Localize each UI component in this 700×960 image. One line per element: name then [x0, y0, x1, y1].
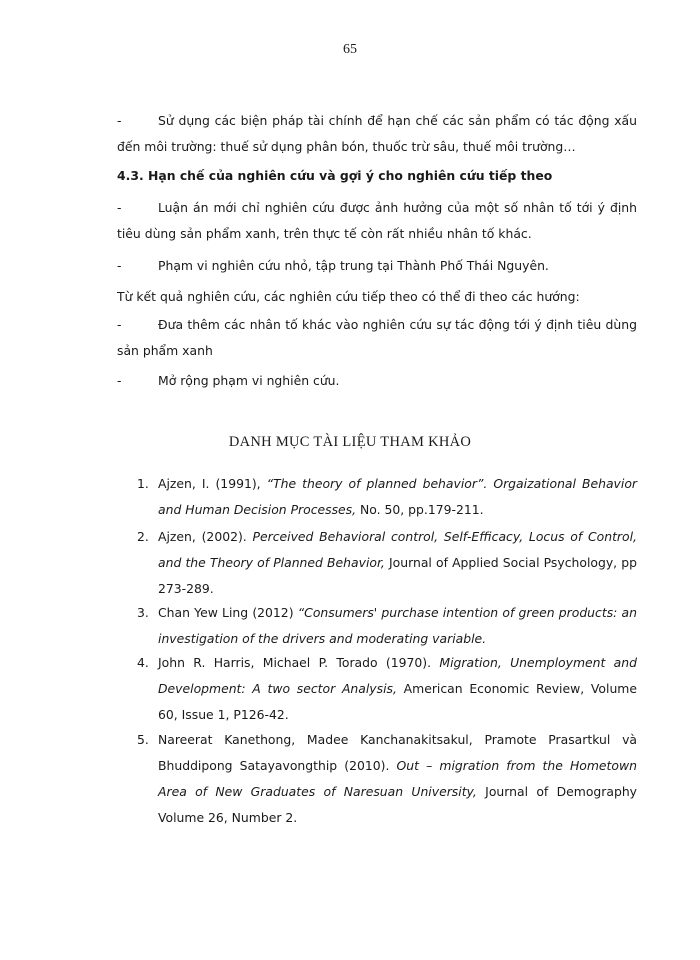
reference-number: 5. [137, 732, 149, 747]
reference-title-italic: Migration, Unemployment and Development: A two sector Analysis, [158, 655, 637, 696]
reference-number: 4. [137, 655, 149, 670]
reference-body [158, 650, 637, 728]
bullet-dash: - [117, 258, 122, 273]
reference-item [137, 727, 637, 831]
reference-item [137, 600, 637, 652]
section-heading: 4.3. Hạn chế của nghiên cứu và gợi ý cho nghiên cứu tiếp theo [117, 168, 553, 183]
reference-body [158, 524, 637, 602]
reference-title-italic: “Consumers' purchase intention of green products: an investigation of the drivers and moderating variable. [158, 605, 637, 646]
bullet-dash: - [117, 113, 122, 128]
reference-text: Ajzen, (2002). [158, 529, 253, 544]
reference-text: No. 50, pp.179-211. [356, 502, 484, 517]
reference-title-italic: Perceived Behavioral control, Self-Efficacy, Locus of Control, and the Theory of Planned Behavior, [158, 529, 637, 570]
bullet-dash: - [117, 317, 122, 332]
bullet-limitation-scope [117, 253, 637, 279]
bullet-text: Luận án mới chỉ nghiên cứu được ảnh hưởng của một số nhân tố tới ý định tiêu dùng sản phẩm xanh, trên thực tế còn rất nhiều nhân tố khác. [117, 200, 637, 241]
bullet-text: Đưa thêm các nhân tố khác vào nghiên cứu sự tác động tới ý định tiêu dùng sản phẩm xanh [117, 317, 637, 358]
references-title: DANH MỤC TÀI LIỆU THAM KHẢO [228, 434, 472, 450]
reference-body [158, 600, 637, 652]
reference-text: Ajzen, I. (1991), [158, 476, 267, 491]
reference-title-italic: “The theory of planned behavior”. Orgaizational Behavior and Human Decision Processes, [158, 476, 637, 517]
reference-text: Journal of Demography Volume 26, Number 2. [158, 784, 637, 825]
page-number: 65 [343, 42, 357, 57]
reference-text: Journal of Applied Social Psychology, pp 273-289. [158, 555, 637, 596]
bullet-future-scope [117, 368, 637, 394]
bullet-text: Sử dụng các biện pháp tài chính để hạn chế các sản phẩm có tác động xấu đến môi trường: thuế sử dụng phân bón, thuốc trừ sâu, thuế môi trường… [117, 113, 637, 154]
reference-text: American Economic Review, Volume 60, Issue 1, P126-42. [158, 681, 637, 722]
bullet-dash: - [117, 373, 122, 388]
reference-number: 1. [137, 476, 149, 491]
bullet-future-factors [117, 312, 637, 364]
future-research-intro: Từ kết quả nghiên cứu, các nghiên cứu tiếp theo có thể đi theo các hướng: [117, 289, 580, 304]
reference-body [158, 471, 637, 523]
reference-item [137, 524, 637, 602]
bullet-text: Phạm vi nghiên cứu nhỏ, tập trung tại Thành Phố Thái Nguyên. [158, 258, 549, 273]
reference-text: John R. Harris, Michael P. Torado (1970). [158, 655, 440, 670]
reference-text: Chan Yew Ling (2012) [158, 605, 298, 620]
bullet-limitation-factors [117, 195, 637, 247]
reference-body [158, 727, 637, 831]
bullet-financial-measures [117, 108, 637, 160]
bullet-text: Mở rộng phạm vi nghiên cứu. [158, 373, 340, 388]
reference-title-italic: Out – migration from the Hometown Area of New Graduates of Naresuan University, [158, 758, 637, 799]
bullet-dash: - [117, 200, 122, 215]
reference-number: 2. [137, 529, 149, 544]
reference-number: 3. [137, 605, 149, 620]
reference-text: Nareerat Kanethong, Madee Kanchanakitsakul, Pramote Prasartkul và Bhuddipong Satayavongthip (2010). [158, 732, 637, 773]
reference-item [137, 650, 637, 728]
reference-item [137, 471, 637, 523]
